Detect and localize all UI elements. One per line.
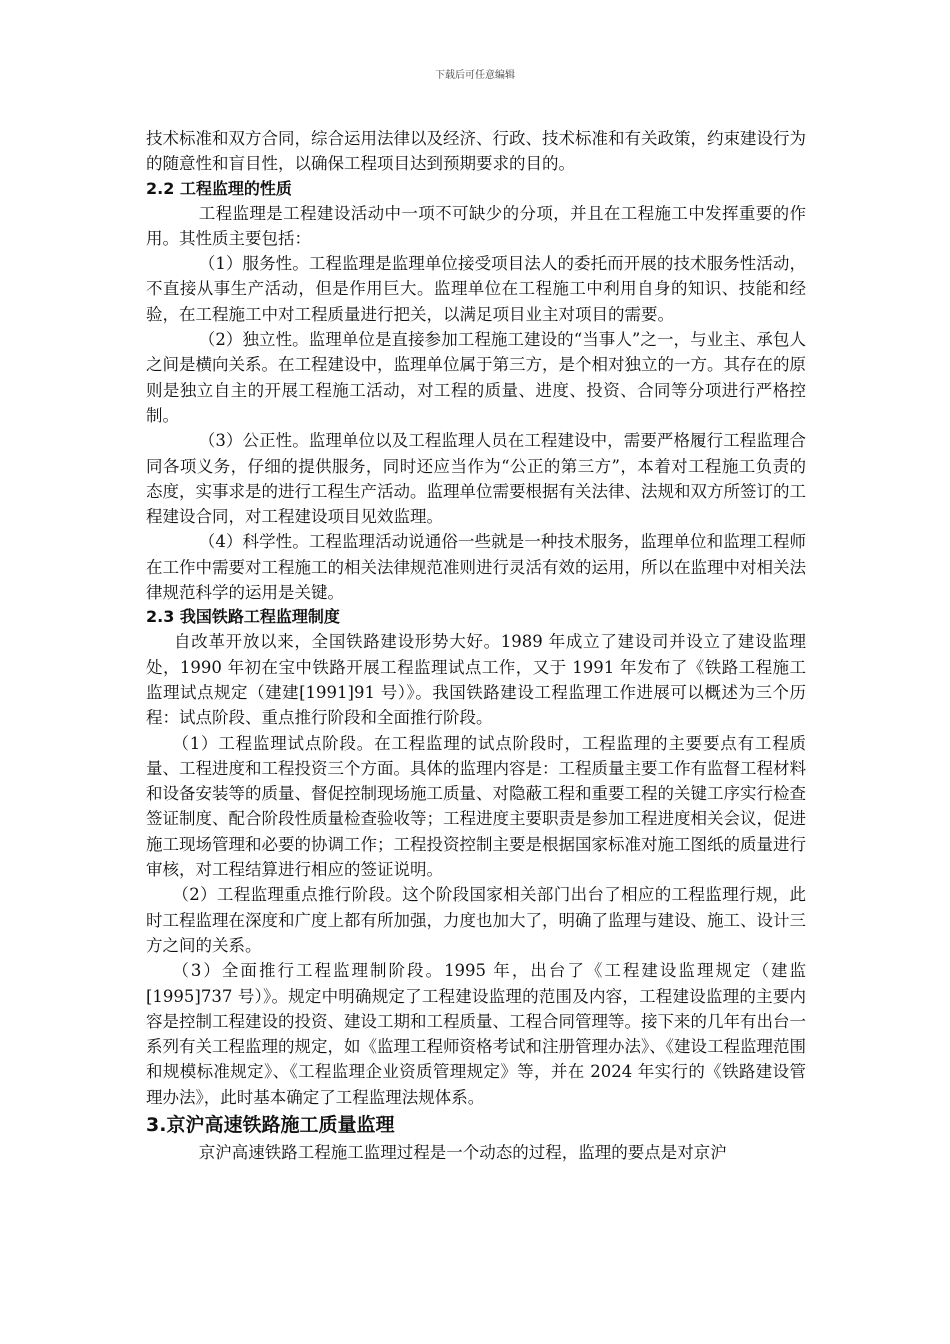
paragraph: （3）公正性。监理单位以及工程监理人员在工程建设中，需要严格履行工程监理合同各项义务，仔细的提供服务，同时还应当作为“公正的第三方”，本着对工程施工负责的态度，实事求是的进行工程生产活动。监理单位需要根据有关法律、法规和双方所签订的工程建设合同，对工程建设项目见效监理。 — [146, 431, 806, 527]
paragraph: （2）工程监理重点推行阶段。这个阶段国家相关部门出台了相应的工程监理行规，此时工程监理在深度和广度上都有所加强，力度也加大了，明确了监理与建设、施工、设计三方之间的关系。 — [146, 885, 806, 955]
paragraph: （3）全面推行工程监理制阶段。1995 年，出台了《工程建设监理规定（建监[1995]737 号）》。规定中明确规定了工程建设监理的范围及内容，工程建设监理的主要内容是控制工程建设的投资、建设工期和工程质量、工程合同管理等。接下来的几年有出台一系列有关工程监理的规定，如《监理工程师资格考试和注册管理办法》、《建设工程监理范围和规模标准规定》、《工程监理企业资质管理规定》等，并在 2024 年实行的《铁路建设管理办法》，此时基本确定了工程监理法规体系。 — [146, 961, 806, 1107]
page-header: 下载后可任意编辑 — [435, 70, 515, 81]
paragraph: （2）独立性。监理单位是直接参加工程施工建设的“当事人”之一，与业主、承包人之间是横向关系。在工程建设中，监理单位属于第三方，是个相对独立的一方。其存在的原则是独立自主的开展工程施工活动，对工程的质量、进度、投资、合同等分项进行严格控制。 — [146, 330, 806, 425]
section-heading-2-3: 2.3 我国铁路工程监理制度 — [146, 607, 340, 627]
paragraph: 京沪高速铁路工程施工监理过程是一个动态的过程，监理的要点是对京沪 — [198, 1142, 727, 1162]
paragraph: 自改革开放以来，全国铁路建设形势大好。1989 年成立了建设司并设立了建设监理处，1990 年初在宝中铁路开展工程监理试点工作，又于 1991 年发布了《铁路工程施工监理试点规定（建建[1991]91 号）》。我国铁路建设工程监理工作进展可以概述为三个历程：试点阶段、重点推行阶段和全面推行阶段。 — [146, 632, 806, 728]
paragraph: （4）科学性。工程监理活动说通俗一些就是一种技术服务，监理单位和监理工程师在工作中需要对工程施工的相关法律规范准则进行灵活有效的运用，所以在监理中对相关法律规范科学的运用是关键。 — [146, 532, 806, 603]
paragraph: （1）服务性。工程监理是监理单位接受项目法人的委托而开展的技术服务性活动，不直接从事生产活动，但是作用巨大。监理单位在工程施工中利用自身的知识、技能和经验，在工程施工中对工程质量进行把关，以满足项目业主对项目的需要。 — [146, 254, 806, 324]
document-body — [146, 126, 806, 1165]
section-heading-3: 3.京沪高速铁路施工质量监理 — [146, 1113, 395, 1136]
paragraph: 技术标准和双方合同，综合运用法律以及经济、行政、技术标准和有关政策，约束建设行为的随意性和盲目性，以确保工程项目达到预期要求的目的。 — [146, 129, 806, 174]
section-heading-2-2: 2.2 工程监理的性质 — [146, 178, 292, 198]
paragraph: 工程监理是工程建设活动中一项不可缺少的分项，并且在工程施工中发挥重要的作用。其性质主要包括： — [146, 203, 806, 248]
paragraph: （1）工程监理试点阶段。在工程监理的试点阶段时，工程监理的主要要点有工程质量、工程进度和工程投资三个方面。具体的监理内容是：工程质量主要工作有监督工程材料和设备安装等的质量、督促控制现场施工质量、对隐蔽工程和重要工程的关键工序实行检查签证制度、配合阶段性质量检查验收等；工程进度主要职责是参加工程进度相关会议，促进施工现场管理和必要的协调工作；工程投资控制主要是根据国家标准对施工图纸的质量进行审核，对工程结算进行相应的签证说明。 — [146, 733, 806, 880]
